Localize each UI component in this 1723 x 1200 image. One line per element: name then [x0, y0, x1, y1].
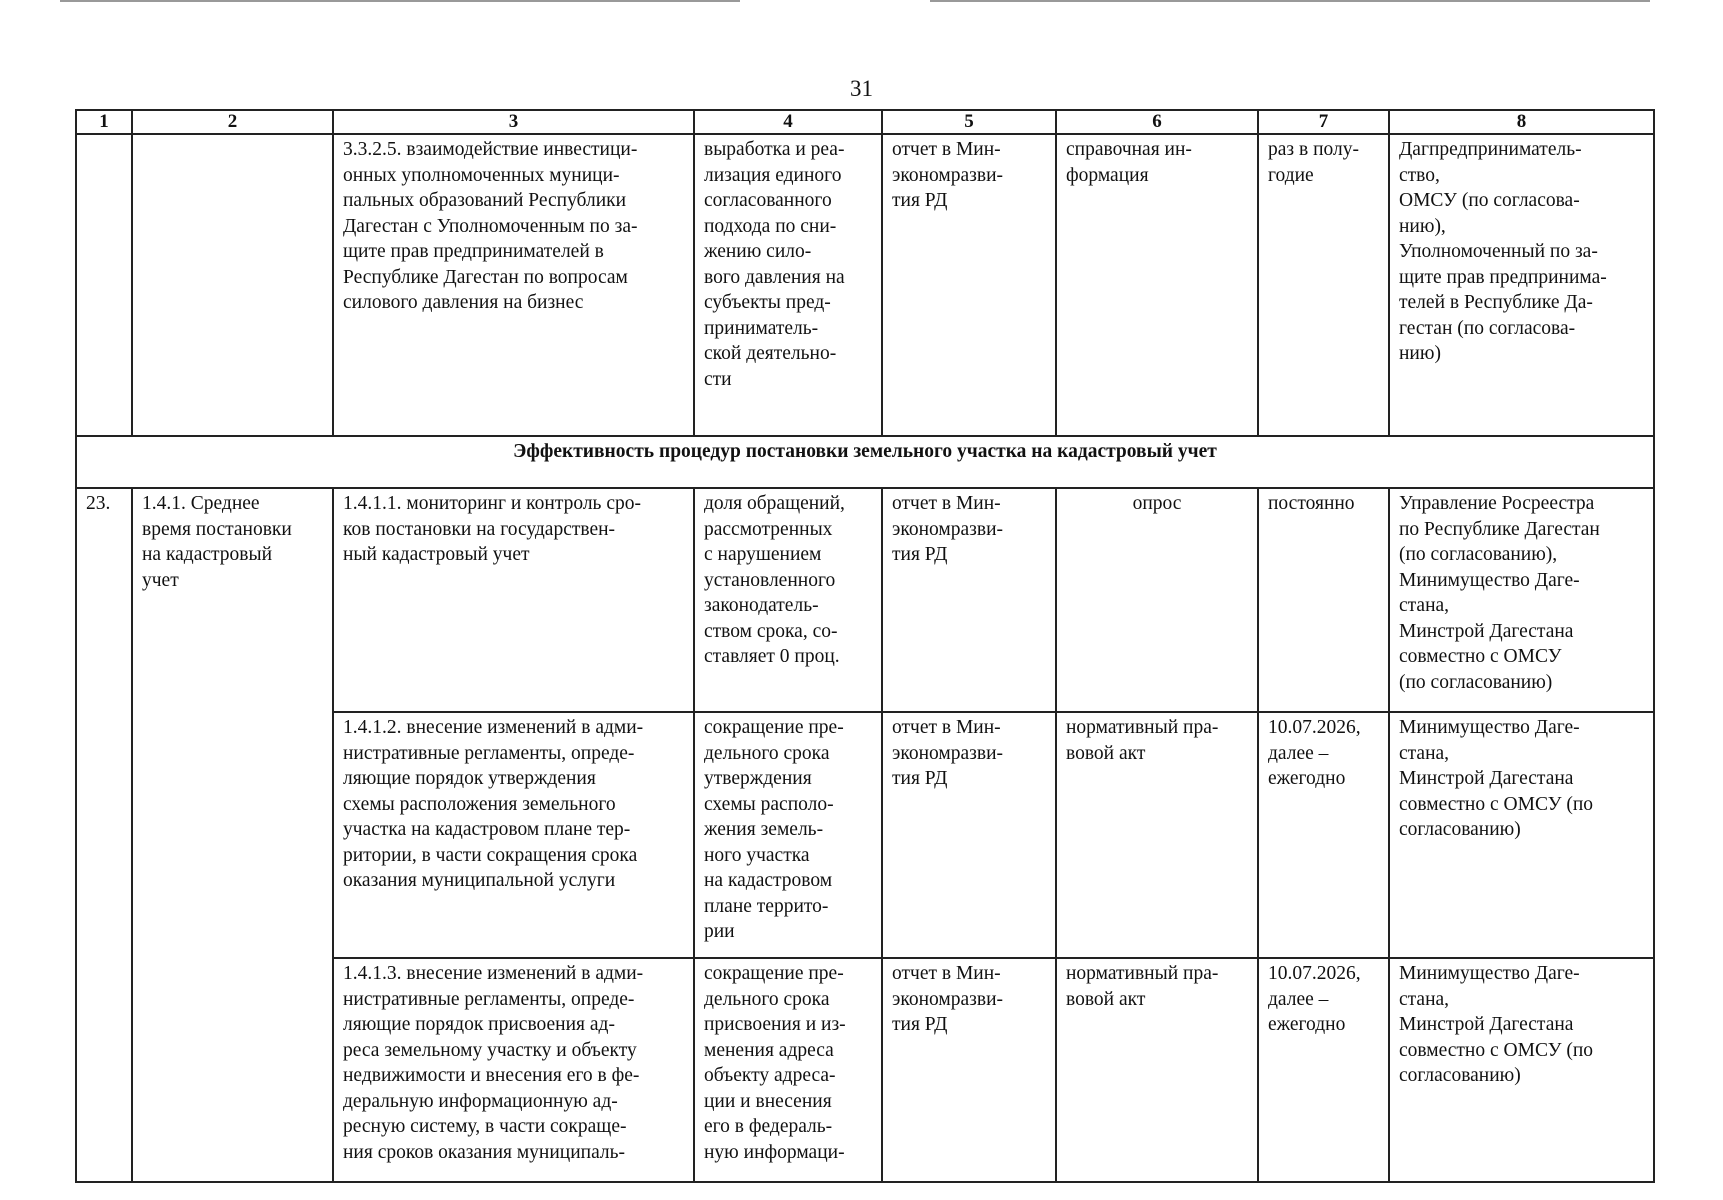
- row23-3-indicator-empty: [132, 958, 333, 1182]
- section-header-row: [76, 436, 1654, 488]
- row23-2-number-empty: [76, 712, 132, 958]
- prev-cell-2: [132, 134, 333, 436]
- prev-cell-1: [76, 134, 132, 436]
- row23-2-report: отчет в Мин- экономразви- тия РД: [882, 712, 1056, 958]
- row23-3-number-empty: [76, 958, 132, 1182]
- row23-2-source: нормативный пра- вовой акт: [1056, 712, 1258, 958]
- top-scan-line-right: [930, 0, 1650, 2]
- header-col-6: 6: [1056, 110, 1258, 134]
- row23-1-activity: 1.4.1.1. мониторинг и контроль сро- ков постановки на государствен- ный кадастровый учет: [333, 488, 694, 712]
- row23-1-responsible: Управление Росреестра по Республике Дагестан (по согласованию), Минимущество Даге- стана, Минстрой Дагестана совместно с ОМСУ (по согласованию): [1389, 488, 1654, 712]
- row23-1-period: постоянно: [1258, 488, 1389, 712]
- row23-3-responsible: Минимущество Даге- стана, Минстрой Дагестана совместно с ОМСУ (по согласованию): [1389, 958, 1654, 1182]
- section-title: Эффективность процедур постановки земельного участка на кадастровый учет: [76, 436, 1654, 488]
- prev-activity: 3.3.2.5. взаимодействие инвестици- онных уполномоченных муници- пальных образований Республики Дагестан с Уполномоченным по за- щите прав предпринимателей в Республике Дагестан по вопросам силового давления на бизнес: [333, 134, 694, 436]
- header-row: [76, 110, 1654, 134]
- row23-2-period: 10.07.2026, далее – ежегодно: [1258, 712, 1389, 958]
- row23-3-result: сокращение пре- дельного срока присвоения и из- менения адреса объекту адреса- ции и внесения его в федераль- ную информаци-: [694, 958, 882, 1182]
- table-row-23-2: [76, 712, 1654, 958]
- header-col-5: 5: [882, 110, 1056, 134]
- row23-1-source: опрос: [1056, 488, 1258, 712]
- header-col-3: 3: [333, 110, 694, 134]
- row23-3-report: отчет в Мин- экономразви- тия РД: [882, 958, 1056, 1182]
- row23-1-report: отчет в Мин- экономразви- тия РД: [882, 488, 1056, 712]
- header-col-8: 8: [1389, 110, 1654, 134]
- prev-period: раз в полу- годие: [1258, 134, 1389, 436]
- table-row-23-3: [76, 958, 1654, 1182]
- row23-1-result: доля обращений, рассмотренных с нарушением установленного законодатель- ством срока, со- ставляет 0 проц.: [694, 488, 882, 712]
- row23-indicator: 1.4.1. Среднее время постановки на кадастровый учет: [132, 488, 333, 712]
- header-col-2: 2: [132, 110, 333, 134]
- prev-source: справочная ин- формация: [1056, 134, 1258, 436]
- page-number: 31: [850, 76, 873, 101]
- prev-responsible: Дагпредприниматель- ство, ОМСУ (по согласова- нию), Уполномоченный по за- щите прав предпринима- телей в Республике Да- гестан (по согласова- нию): [1389, 134, 1654, 436]
- prev-report: отчет в Мин- экономразви- тия РД: [882, 134, 1056, 436]
- plan-table: [75, 109, 1655, 1183]
- row23-2-result: сокращение пре- дельного срока утверждения схемы располо- жения земель- ного участка на кадастровом плане террито- рии: [694, 712, 882, 958]
- row23-2-indicator-empty: [132, 712, 333, 958]
- header-col-1: 1: [76, 110, 132, 134]
- table-row-prev: [76, 134, 1654, 436]
- row23-3-source: нормативный пра- вовой акт: [1056, 958, 1258, 1182]
- header-col-7: 7: [1258, 110, 1389, 134]
- row23-3-period: 10.07.2026, далее – ежегодно: [1258, 958, 1389, 1182]
- prev-result: выработка и реа- лизация единого согласованного подхода по сни- жению сило- вого давления на субъекты пред- приниматель- ской деятельно- сти: [694, 134, 882, 436]
- row23-2-responsible: Минимущество Даге- стана, Минстрой Дагестана совместно с ОМСУ (по согласованию): [1389, 712, 1654, 958]
- table-row-23-1: [76, 488, 1654, 712]
- top-scan-line-left: [60, 0, 740, 2]
- header-col-4: 4: [694, 110, 882, 134]
- row23-2-activity: 1.4.1.2. внесение изменений в адми- нистративные регламенты, опреде- ляющие порядок утверждения схемы расположения земельного участка на кадастровом плане тер- ритории, в части сокращения срока оказания муниципальной услуги: [333, 712, 694, 958]
- row23-3-activity: 1.4.1.3. внесение изменений в адми- нистративные регламенты, опреде- ляющие порядок присвоения ад- реса земельному участку и объекту недвижимости и внесения его в фе- деральную информационную ад- ресную систему, в части сокраще- ния сроков оказания муниципаль-: [333, 958, 694, 1182]
- row23-number: 23.: [76, 488, 132, 712]
